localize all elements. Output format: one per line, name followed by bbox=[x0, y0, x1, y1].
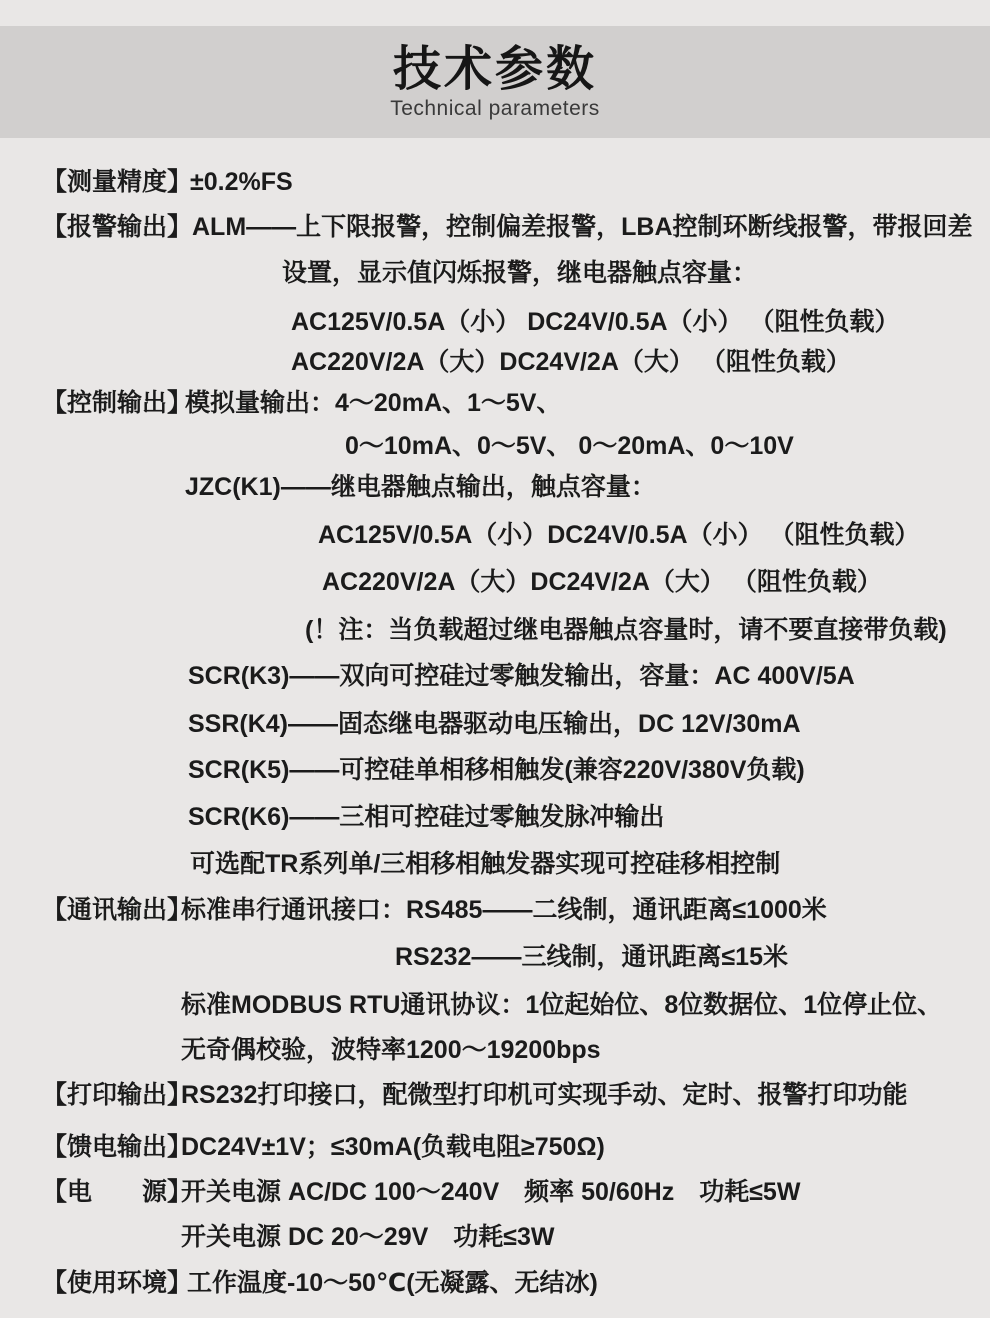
param-text: SCR(K6)——三相可控硅过零触发脉冲输出 bbox=[188, 803, 665, 831]
param-line-rs232-comm bbox=[0, 940, 990, 974]
param-line-jzc-k1 bbox=[0, 470, 990, 504]
param-line-print-output bbox=[0, 1078, 990, 1112]
param-line-tr-option bbox=[0, 847, 990, 881]
param-text: 模拟量输出：4～20mA、1～5V、 bbox=[185, 389, 562, 417]
param-text: SCR(K5)——可控硅单相移相触发(兼容220V/380V负载) bbox=[188, 756, 805, 784]
param-label: 【打印输出】 bbox=[42, 1081, 193, 1109]
param-text: ±0.2%FS bbox=[190, 168, 293, 196]
param-line-alarm-output bbox=[0, 210, 990, 244]
param-text: SCR(K3)——双向可控硅过零触发输出，容量：AC 400V/5A bbox=[188, 662, 855, 690]
param-line-environment bbox=[0, 1266, 990, 1300]
param-text: AC125V/0.5A（小） DC24V/0.5A（小） （阻性负载） bbox=[291, 308, 900, 336]
param-text: 可选配TR系列单/三相移相触发器实现可控硅移相控制 bbox=[190, 850, 781, 878]
param-line-power-ac bbox=[0, 1175, 990, 1209]
param-text: AC125V/0.5A（小）DC24V/0.5A（小） （阻性负载） bbox=[318, 521, 920, 549]
param-line-scr-k3 bbox=[0, 659, 990, 693]
param-line-analog-ranges bbox=[0, 429, 990, 463]
param-text: AC220V/2A（大）DC24V/2A（大） （阻性负载） bbox=[322, 568, 882, 596]
param-label: 【电 源】 bbox=[42, 1178, 193, 1206]
param-line-scr-k5 bbox=[0, 753, 990, 787]
param-label: 【使用环境】 bbox=[42, 1269, 193, 1297]
param-line-relay-note bbox=[0, 613, 990, 647]
param-text: 无奇偶校验，波特率1200～19200bps bbox=[181, 1036, 601, 1064]
param-text: ALM——上下限报警，控制偏差报警，LBA控制环断线报警，带报回差 bbox=[192, 213, 973, 241]
header-band bbox=[0, 26, 990, 138]
param-line-modbus bbox=[0, 988, 990, 1022]
param-label: 【控制输出】 bbox=[42, 389, 193, 417]
param-label: 【测量精度】 bbox=[42, 168, 193, 196]
param-line-control-output bbox=[0, 386, 990, 420]
param-line-comm-output bbox=[0, 893, 990, 927]
param-text: 标准串行通讯接口：RS485——二线制，通讯距离≤1000米 bbox=[181, 896, 827, 924]
param-text: 开关电源 DC 20～29V 功耗≤3W bbox=[181, 1223, 555, 1251]
param-text: (！注：当负载超过继电器触点容量时，请不要直接带负载) bbox=[305, 616, 947, 644]
param-text: DC24V±1V；≤30mA(负载电阻≥750Ω) bbox=[181, 1133, 605, 1161]
param-text: 设置，显示值闪烁报警，继电器触点容量： bbox=[282, 259, 758, 287]
param-line-alarm-rating-large bbox=[0, 345, 990, 379]
page-subtitle: Technical parameters bbox=[390, 97, 600, 120]
param-text: 标准MODBUS RTU通讯协议：1位起始位、8位数据位、1位停止位、 bbox=[181, 991, 943, 1019]
param-text: JZC(K1)——继电器触点输出，触点容量： bbox=[185, 473, 656, 501]
param-line-power-dc bbox=[0, 1220, 990, 1254]
param-line-alarm-cont bbox=[0, 256, 990, 290]
param-text: AC220V/2A（大）DC24V/2A（大） （阻性负载） bbox=[291, 348, 851, 376]
param-line-k1-rating-large bbox=[0, 565, 990, 599]
param-line-baudrate bbox=[0, 1033, 990, 1067]
param-label: 【通讯输出】 bbox=[42, 896, 193, 924]
page-title: 技术参数 bbox=[392, 43, 597, 96]
param-text: RS232打印接口，配微型打印机可实现手动、定时、报警打印功能 bbox=[181, 1081, 908, 1109]
param-line-measure-accuracy bbox=[0, 165, 990, 199]
param-line-ssr-k4 bbox=[0, 707, 990, 741]
param-text: 开关电源 AC/DC 100～240V 频率 50/60Hz 功耗≤5W bbox=[181, 1178, 801, 1206]
param-label: 【报警输出】 bbox=[42, 213, 193, 241]
param-label: 【馈电输出】 bbox=[42, 1133, 193, 1161]
param-line-feed-output bbox=[0, 1130, 990, 1164]
param-text: SSR(K4)——固态继电器驱动电压输出，DC 12V/30mA bbox=[188, 710, 801, 738]
param-line-k1-rating-small bbox=[0, 518, 990, 552]
param-text: 0～10mA、0～5V、 0～20mA、0～10V bbox=[345, 432, 794, 460]
param-line-alarm-rating-small bbox=[0, 305, 990, 339]
param-line-scr-k6 bbox=[0, 800, 990, 834]
param-text: 工作温度-10～50℃(无凝露、无结冰) bbox=[187, 1269, 598, 1297]
param-text: RS232——三线制，通讯距离≤15米 bbox=[395, 943, 788, 971]
